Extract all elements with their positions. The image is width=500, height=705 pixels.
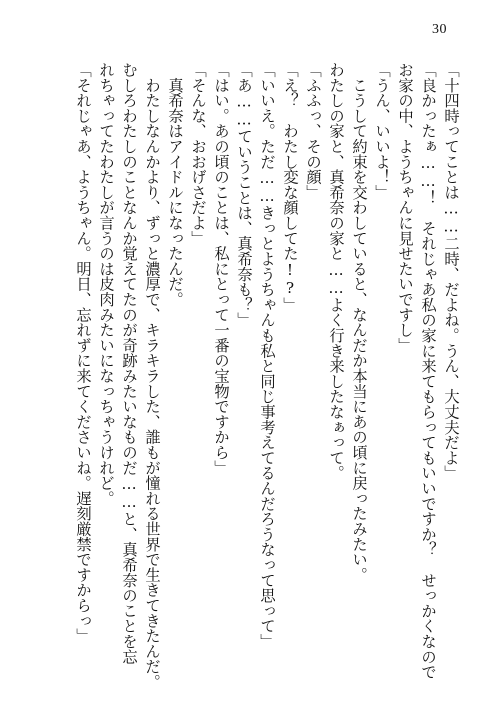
page-number: 30 xyxy=(432,22,447,37)
text-line: わたしなんかより、ずっと濃厚で、キラキラした、誰もが憧れる世界で生きてきたんだ。 xyxy=(143,62,161,690)
text-line: 「それじゃあ、ようちゃん。明日、忘れずに来てくださいね。遅刻厳禁ですからっ」 xyxy=(74,62,92,644)
text-line: むしろわたしのことなんか覚えてたのが奇跡みたいなものだ……と、真希奈のことを忘 xyxy=(120,62,138,665)
text-line: 「はい。あの頃のことは、私にとって一番の宝物ですから」 xyxy=(212,62,230,476)
vertical-text-body xyxy=(73,62,460,690)
text-line: 「ふふっ、その顔」 xyxy=(304,62,322,200)
text-line: 「良かったぁ……！ それじゃあ私の家に来てもらってもいいですか？ せっかくなので xyxy=(419,62,437,680)
text-line: れちゃってたわたしが言うのは皮肉みたいになっちゃうけれど。 xyxy=(97,62,115,506)
text-line: わたしの家と、真希奈の家と……よく行き来したなぁって。 xyxy=(327,62,345,481)
text-line: 真希奈はアイドルになったんだ。 xyxy=(166,62,184,307)
text-line: お家の中、ようちゃんに見せたいですし」 xyxy=(396,62,414,353)
text-line: こうして約束を交わしていると、なんだか本当にあの頃に戻ったみたい。 xyxy=(350,62,368,583)
text-line: 「十四時ってことは……二時、だよね。うん、大丈夫だよ」 xyxy=(442,62,460,481)
text-line: 「あ……ていうことは、真希奈も？」 xyxy=(235,62,253,328)
text-line: 「いいえ。ただ……きっとようちゃんも私と同じ事考えてるんだろうなって思って」 xyxy=(258,62,276,649)
text-line: 「うん、いいよ！」 xyxy=(373,62,391,200)
text-line: 「え？ わたし変な顔してた!?」 xyxy=(281,62,299,313)
text-line: 「そんな、おおげさだよ」 xyxy=(189,62,207,246)
